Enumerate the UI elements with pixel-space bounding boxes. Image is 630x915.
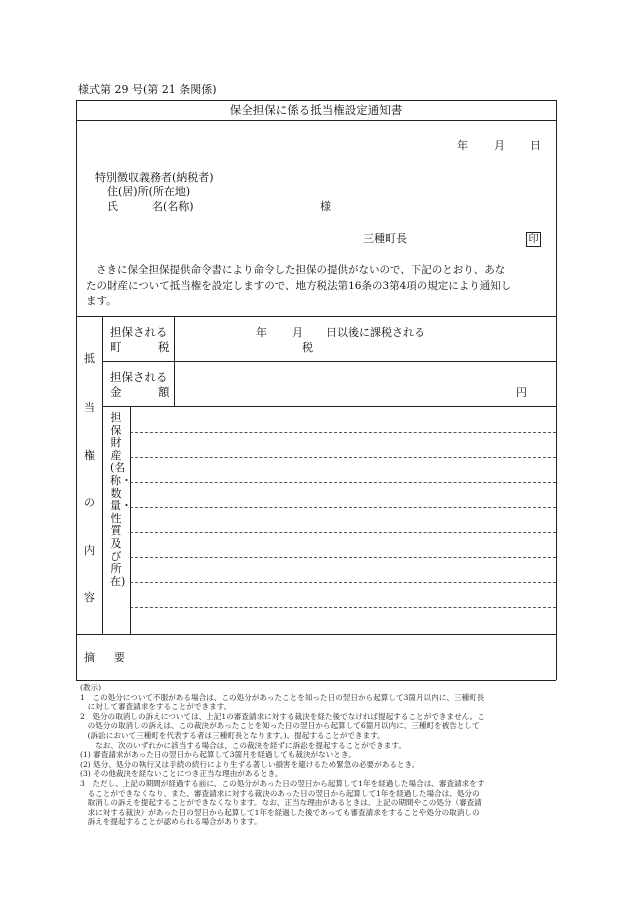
instruction-line: 1 この処分について不服がある場合は、この処分があったことを知った日の翌日から起算して3箇月以内に、三種町長 [80, 692, 485, 702]
remarks-top [76, 634, 556, 635]
recipient-name-label-2: 名(名称) [152, 200, 194, 213]
table-top [76, 316, 556, 317]
body-line: さきに保全担保提供命令書により命令した担保の提供がないので、下記のとおり、あな [96, 264, 506, 276]
instruction-line: 3 ただし、上記の期間が経過する前に、この処分があった日の翌日から起算して1年を経過した場合は、審査請求をす [80, 778, 485, 788]
row2-label-char-a: 金 [110, 385, 122, 399]
row2-unit: 円 [516, 386, 527, 399]
property-ruled-line [130, 582, 556, 583]
property-ruled-line [130, 532, 556, 533]
seal-mark: 印 [526, 232, 541, 247]
property-ruled-line [130, 432, 556, 433]
row2-bottom [102, 406, 556, 407]
instruction-line: 訴えを提起することが認められる場合があります。 [80, 817, 262, 827]
remarks-label-b: 要 [114, 651, 125, 664]
document-title: 保全担保に係る抵当権設定通知書 [229, 103, 403, 117]
instruction-line: (3) その他裁決を経ないことにつき正当な理由があるとき。 [80, 769, 283, 779]
side-label-char: 抵 [84, 352, 95, 365]
side-label-divider [102, 316, 103, 634]
recipient-address-label: 住(居)所(所在地) [107, 185, 191, 198]
row1-tax: 税 [302, 341, 313, 354]
frame-right [556, 100, 557, 680]
row1-bottom [102, 361, 556, 362]
instruction-line: (2) 処分、処分の執行又は手続の続行により生ずる著しい損害を避けるため緊急の必要があるとき。 [80, 759, 420, 769]
notice-body [86, 263, 556, 310]
frame-top [76, 100, 556, 101]
instruction-line: なお、次のいずれかに該当する場合は、この裁決を経ずに訴訟を提起することができます。 [80, 740, 406, 750]
side-label-char: 内 [84, 544, 95, 557]
side-label-char: の [84, 496, 95, 509]
row1-month: 月 [292, 326, 303, 339]
instruction-line: 2 処分の取消しの訴えについては、上記1の審査請求に対する裁決を経た後でなければ提起することができません。こ [80, 711, 485, 721]
instruction-line: 求に対する裁決）があった日の翌日から起算して1年を経過した後であっても審査請求をすることや処分の取消しの [80, 807, 480, 817]
property-label-divider [130, 406, 131, 634]
title-divider [76, 120, 556, 121]
instruction-line: (訴訟において三種町を代表する者は三種町長となります。)、提起することができます。 [80, 730, 385, 740]
recipient-honorific: 様 [320, 200, 331, 213]
property-ruled-line [130, 557, 556, 558]
row1-day-suffix: 日以後に課税される [326, 326, 425, 339]
side-label-char: 権 [84, 449, 95, 462]
remarks-label-a: 摘 [84, 651, 95, 664]
instructions-heading: (教示) [80, 683, 102, 692]
date-month-label: 月 [494, 139, 505, 152]
property-label: 担保財産(名称・数量・性質及び所在) [110, 411, 132, 588]
body-line: たの財産について抵当権を設定しますので、地方税法第16条の3第4項の規定により通知し [86, 279, 512, 292]
instruction-line: の処分の取消しの訴えは、この裁決があったことを知った日の翌日から起算して6箇月以内に、三種町を被告として [80, 721, 480, 731]
side-label-char: 容 [84, 591, 95, 604]
frame-left [76, 100, 77, 680]
row2-label-line1: 担保される [110, 370, 168, 384]
date-day-label: 日 [530, 139, 541, 152]
row1-label-char-b: 税 [158, 340, 170, 354]
form-number: 様式第 29 号(第 21 条関係) [78, 83, 217, 96]
row1-label-char-a: 町 [110, 340, 122, 354]
property-ruled-line [130, 507, 556, 508]
frame-bottom [76, 680, 556, 681]
instruction-line: ることができなくなり、また、審査請求に対する裁決のあった日の翌日から起算して1年を経過した場合は、処分の [80, 788, 480, 798]
body-line: ます。 [86, 295, 117, 307]
row1-label-line1: 担保される [110, 325, 168, 339]
property-ruled-line [130, 607, 556, 608]
issuer-name: 三種町長 [363, 232, 407, 245]
instructions [80, 683, 564, 827]
recipient-name-label-1: 氏 [107, 200, 118, 213]
date-year-label: 年 [457, 139, 468, 152]
row1-year: 年 [256, 326, 267, 339]
instruction-line: (1) 審査請求があった日の翌日から起算して3箇月を経過しても裁決がないとき。 [80, 750, 356, 760]
property-ruled-line [130, 457, 556, 458]
instruction-line: 取消しの訴えを提起することができなくなります。なお、正当な理由があるときは、上記の期間やこの処分（審査請 [80, 798, 482, 808]
instruction-line: に対して審査請求をすることができます。 [80, 702, 232, 712]
property-ruled-line [130, 482, 556, 483]
recipient-role: 特別徴収義務者(納税者) [95, 171, 214, 184]
row2-label-char-b: 額 [158, 385, 170, 399]
side-label-char: 当 [84, 401, 95, 414]
